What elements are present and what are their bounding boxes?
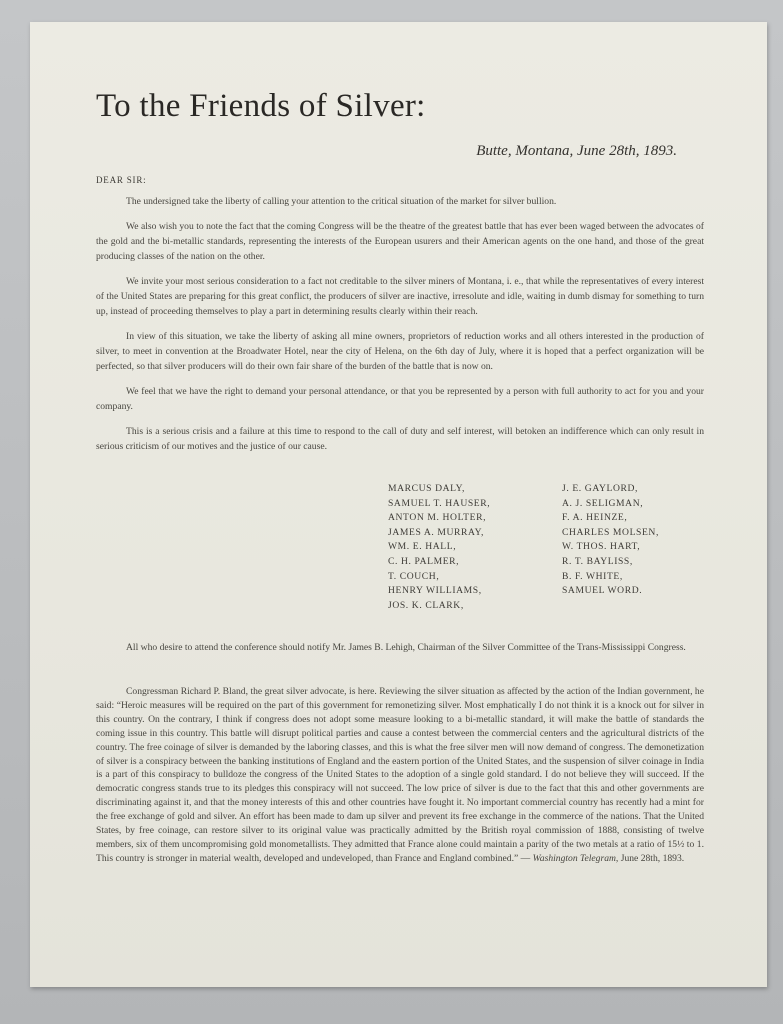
conference-notice — [96, 640, 704, 655]
signer-name: SAMUEL WORD. — [562, 585, 643, 597]
bland-text: Congressman Richard P. Bland, the great silver advocate, is here. Reviewing the silver situation as affected by the action of the Indian government, he said: “Heroic measures will be required on the part of this government for remonetizing silver. Most emphatically I do not think it is a knock out for silver in this country. On the contrary, I think if congress does not adopt some measure looking to a bi-metallic standard, it will make the battle of standards the coming issue in this country. This battle will disrupt political parties and cause a contest between the commercial centers and the agricultural districts of the country. The free coinage of silver is demanded by the laboring classes, and this is what the free silver men will now demand of congress. The demonetization of silver is a conspiracy between the banking institutions of England and the eastern portion of the United States, and the suspension of silver coinage in India is a part of this conspiracy to bulldoze the congress of the United States to the adoption of a single gold standard. I do not believe they will succeed. If the democratic congress stands true to its pledges this conspiracy will not succeed. The low price of silver is due to the fact that this and other governments are discriminating against it, and that the money interests of this and other countries have fought it. No important commercial country has recently had a mint for the free exchange of gold and silver. An effort has been made to dam up silver and prevent its free exchange in the commerce of the nations. That the United States, by free coinage, can restore silver to its original value was practically admitted by the British royal commission of 1888, consisting of twelve members, six of them uncompromising gold monometallists. They admitted that France alone could maintain a parity of the two metals at a ratio of 15½ to 1. This country is stronger in material wealth, developed and undeveloped, than France and England combined.” — — [96, 686, 704, 864]
signer-name: W. THOS. HART, — [562, 541, 641, 553]
bland-quote — [96, 685, 704, 866]
dateline: Butte, Montana, June 28th, 1893. — [476, 143, 677, 159]
letter-title: To the Friends of Silver: — [96, 88, 426, 124]
signer-name: C. H. PALMER, — [388, 555, 460, 567]
paragraph: The undersigned take the liberty of calling your attention to the critical situation of the market for silver bullion. — [126, 196, 557, 207]
letter-body — [96, 194, 704, 464]
signer-name: JAMES A. MURRAY, — [388, 526, 484, 538]
bland-paragraph — [96, 685, 704, 866]
signer-name: J. E. GAYLORD, — [562, 483, 639, 494]
paragraph: We feel that we have the right to demand your personal attendance, or that you be represented by a person with full authority to act for you and your company. — [96, 386, 704, 412]
signers-left-column — [388, 482, 490, 613]
paragraph: We invite your most serious consideration to a fact not creditable to the silver miners of Montana, i. e., that while the representatives of every interest of the United States are preparing for this great conflict, the producers of silver are inactive, irresolute and idle, waiting in dumb dismay for something to turn up, instead of proceeding themselves to play a part in determining results clearly within their reach. — [96, 276, 704, 317]
signer-name: WM. E. HALL, — [388, 541, 457, 553]
notice-paragraph: All who desire to attend the conference should notify Mr. James B. Lehigh, Chairman of the Silver Committee of the Trans-Mississippi Congress. — [126, 642, 686, 653]
signers-right-column — [562, 482, 659, 599]
paragraph: We also wish you to note the fact that the coming Congress will be the theatre of the greatest battle that has ever been waged between the advocates of the gold and the bi-metallic standards, representing the interests of the European usurers and their American agents on the one hand, and those of the great producing classes of the nation on the other. — [96, 221, 704, 262]
signer-name: B. F. WHITE, — [562, 570, 623, 582]
paragraph: This is a serious crisis and a failure at this time to respond to the call of duty and self interest, will betoken an indifference which can only result in serious criticism of our motives and the justice of our cause. — [96, 426, 704, 452]
signer-name: R. T. BAYLISS, — [562, 555, 633, 567]
salutation: DEAR SIR: — [96, 175, 147, 185]
signer-name: ANTON M. HOLTER, — [388, 512, 487, 524]
source-name: Washington Telegram, — [532, 852, 619, 864]
signer-name: CHARLES MOLSEN, — [562, 526, 659, 538]
source-date: June 28th, 1893. — [618, 852, 685, 864]
signer-name: MARCUS DALY, — [388, 483, 465, 494]
paragraph: In view of this situation, we take the liberty of asking all mine owners, proprietors of reduction works and all others interested in the production of silver, to meet in convention at the Broadwater Hotel, near the city of Helena, on the 6th day of July, where it is hoped that a perfect organization will be perfected, so that silver producers will do their own fair share of the burden of the battle that is now on. — [96, 331, 704, 372]
signer-name: A. J. SELIGMAN, — [562, 497, 644, 509]
signer-name: HENRY WILLIAMS, — [388, 585, 482, 597]
signer-name: JOS. K. CLARK, — [388, 599, 464, 611]
letter-sheet — [30, 22, 767, 987]
signer-name: F. A. HEINZE, — [562, 512, 628, 524]
signer-name: SAMUEL T. HAUSER, — [388, 497, 491, 509]
signer-name: T. COUCH, — [388, 570, 440, 582]
